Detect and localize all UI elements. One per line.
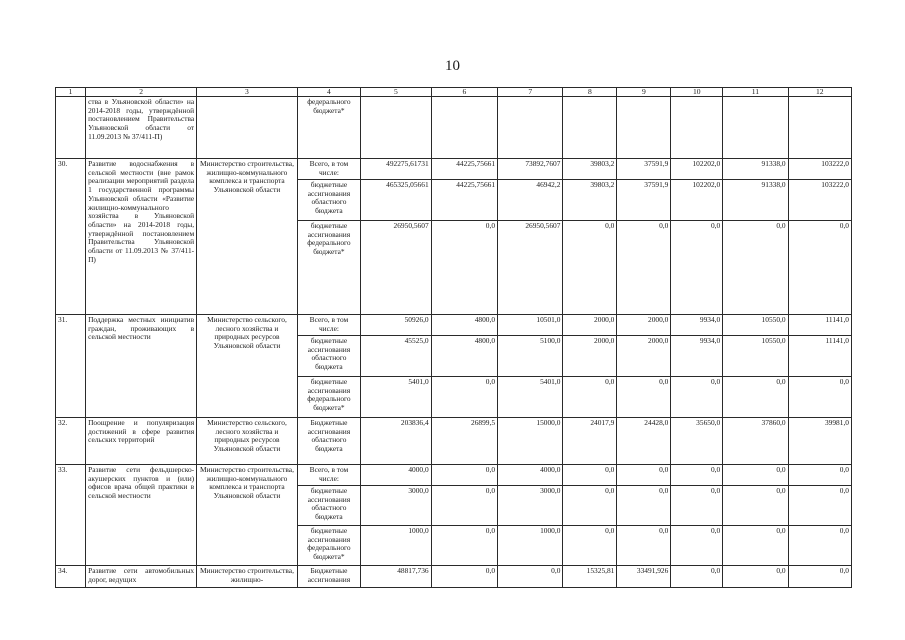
- cell-source: федерального бюджета*: [297, 97, 360, 159]
- cell-value: 492275,61731: [361, 159, 432, 180]
- cell-value: 10550,0: [723, 315, 788, 336]
- cell-value: 2000,0: [563, 315, 617, 336]
- cell-value: 0,0: [431, 526, 497, 566]
- page-number: 10: [445, 58, 460, 74]
- cell-value: 2000,0: [563, 336, 617, 377]
- cell-value: 1000,0: [361, 526, 432, 566]
- cell-value: 24428,0: [617, 418, 671, 465]
- cell-source: Бюджетные ассигнования: [297, 566, 360, 588]
- header-row: [56, 88, 852, 97]
- table-body: [56, 88, 852, 588]
- cell-num: 34.: [56, 566, 86, 588]
- header-cell-10: 10: [671, 88, 723, 97]
- cell-value: 103222,0: [788, 180, 851, 221]
- cell-value: [617, 97, 671, 159]
- cell-value: [723, 97, 788, 159]
- cell-value: 0,0: [431, 566, 497, 588]
- cell-value: 0,0: [617, 486, 671, 526]
- cell-value: 0,0: [788, 377, 851, 418]
- cell-value: 0,0: [431, 486, 497, 526]
- header-cell-5: 5: [361, 88, 432, 97]
- cell-value: 37591,9: [617, 180, 671, 221]
- header-cell-11: 11: [723, 88, 788, 97]
- cell-value: 46942,2: [498, 180, 563, 221]
- cell-num: 33.: [56, 465, 86, 566]
- cell-source: бюджетные ассигнования областного бюджета: [297, 336, 360, 377]
- cell-value: 0,0: [431, 465, 497, 486]
- table-row: [56, 465, 852, 486]
- cell-value: 39981,0: [788, 418, 851, 465]
- table-row: [56, 159, 852, 180]
- cell-value: 10550,0: [723, 336, 788, 377]
- cell-value: 1000,0: [498, 526, 563, 566]
- cell-value: 39803,2: [563, 159, 617, 180]
- cell-value: 0,0: [617, 526, 671, 566]
- cell-value: 0,0: [431, 377, 497, 418]
- cell-value: 0,0: [671, 486, 723, 526]
- cell-value: 11141,0: [788, 315, 851, 336]
- cell-value: 48817,736: [361, 566, 432, 588]
- cell-value: 0,0: [617, 221, 671, 315]
- cell-value: 45525,0: [361, 336, 432, 377]
- table-row: [56, 97, 852, 159]
- cell-num: 31.: [56, 315, 86, 418]
- cell-value: 39803,2: [563, 180, 617, 221]
- cell-source: бюджетные ассигнования областного бюджета: [297, 486, 360, 526]
- cell-value: 4000,0: [498, 465, 563, 486]
- cell-program: Развитие водоснабжения в сельской местности (вне рамок реализации мероприятий раздела 1 государственной программы Ульяновской области «Развитие жилищно-коммунального хозяйства в Ульяновской области» на 2014-2018 годы, утверждённой постановлением Правительства Ульяновской области от 11.09.2013 № 37/411-П): [86, 159, 197, 315]
- table-row: [56, 315, 852, 336]
- cell-value: 4000,0: [361, 465, 432, 486]
- cell-value: 0,0: [788, 465, 851, 486]
- header-cell-8: 8: [563, 88, 617, 97]
- cell-value: 0,0: [788, 221, 851, 315]
- header-cell-2: 2: [86, 88, 197, 97]
- cell-value: 9934,0: [671, 315, 723, 336]
- cell-value: 91338,0: [723, 180, 788, 221]
- cell-value: 26950,5607: [498, 221, 563, 315]
- cell-executor: Министерство строительства, жилищно-коммунального комплекса и транспорта Ульяновской области: [197, 159, 298, 315]
- cell-value: 0,0: [563, 526, 617, 566]
- header-cell-4: 4: [297, 88, 360, 97]
- header-cell-3: 3: [197, 88, 298, 97]
- cell-value: 102202,0: [671, 159, 723, 180]
- cell-value: 102202,0: [671, 180, 723, 221]
- cell-executor: Министерство сельского, лесного хозяйства и природных ресурсов Ульяновской области: [197, 418, 298, 465]
- cell-value: 15325,81: [563, 566, 617, 588]
- cell-value: 0,0: [723, 526, 788, 566]
- cell-value: 2000,0: [617, 336, 671, 377]
- cell-source: Всего, в том числе:: [297, 465, 360, 486]
- cell-value: 0,0: [498, 566, 563, 588]
- cell-value: [361, 97, 432, 159]
- cell-value: 0,0: [671, 526, 723, 566]
- cell-program: Поощрение и популяризация достижений в сфере развития сельских территорий: [86, 418, 197, 465]
- cell-value: 0,0: [723, 221, 788, 315]
- header-cell-7: 7: [498, 88, 563, 97]
- cell-value: 5100,0: [498, 336, 563, 377]
- cell-value: 103222,0: [788, 159, 851, 180]
- cell-program: ства в Ульяновской области» на 2014-2018 годы, утверждённой постановлением Правительства Ульяновской области от 11.09.2013 № 37/411-П): [86, 97, 197, 159]
- cell-source: бюджетные ассигнования федерального бюджета*: [297, 377, 360, 418]
- cell-value: 50926,0: [361, 315, 432, 336]
- cell-value: 0,0: [788, 526, 851, 566]
- header-cell-9: 9: [617, 88, 671, 97]
- header-cell-1: 1: [56, 88, 86, 97]
- table-row: [56, 566, 852, 588]
- cell-value: [788, 97, 851, 159]
- cell-value: 26950,5607: [361, 221, 432, 315]
- cell-executor: Министерство сельского, лесного хозяйства и природных ресурсов Ульяновской области: [197, 315, 298, 418]
- cell-executor: Министерство строительства, жилищно-коммунального комплекса и транспорта Ульяновской области: [197, 465, 298, 566]
- cell-num: 30.: [56, 159, 86, 315]
- cell-value: 0,0: [431, 221, 497, 315]
- cell-source: бюджетные ассигнования федерального бюджета*: [297, 526, 360, 566]
- cell-value: 4800,0: [431, 315, 497, 336]
- cell-value: 0,0: [723, 566, 788, 588]
- cell-value: 15000,0: [498, 418, 563, 465]
- cell-value: [563, 97, 617, 159]
- cell-value: [671, 97, 723, 159]
- cell-value: 73892,7607: [498, 159, 563, 180]
- cell-value: [431, 97, 497, 159]
- cell-value: 35650,0: [671, 418, 723, 465]
- cell-program: Развитие сети фельдшерско-акушерских пунктов и (или) офисов врача общей практики в сельской местности: [86, 465, 197, 566]
- cell-value: 33491,926: [617, 566, 671, 588]
- budget-table: [55, 87, 852, 588]
- cell-value: 4800,0: [431, 336, 497, 377]
- cell-value: 37860,0: [723, 418, 788, 465]
- cell-value: 9934,0: [671, 336, 723, 377]
- cell-executor: Министерство строительства, жилищно-: [197, 566, 298, 588]
- cell-value: 3000,0: [361, 486, 432, 526]
- cell-value: 91338,0: [723, 159, 788, 180]
- cell-source: Всего, в том числе:: [297, 159, 360, 180]
- cell-num: [56, 97, 86, 159]
- cell-value: 37591,9: [617, 159, 671, 180]
- cell-source: бюджетные ассигнования областного бюджета: [297, 180, 360, 221]
- header-cell-6: 6: [431, 88, 497, 97]
- cell-program: Поддержка местных инициатив граждан, проживающих в сельской местности: [86, 315, 197, 418]
- header-cell-12: 12: [788, 88, 851, 97]
- cell-value: 44225,75661: [431, 159, 497, 180]
- cell-value: 0,0: [723, 486, 788, 526]
- cell-value: 0,0: [563, 465, 617, 486]
- cell-value: 10501,0: [498, 315, 563, 336]
- cell-value: 26899,5: [431, 418, 497, 465]
- cell-value: 0,0: [723, 465, 788, 486]
- cell-num: 32.: [56, 418, 86, 465]
- cell-value: 2000,0: [617, 315, 671, 336]
- cell-value: 0,0: [788, 486, 851, 526]
- cell-value: 0,0: [563, 486, 617, 526]
- cell-value: 5401,0: [361, 377, 432, 418]
- cell-value: 0,0: [617, 465, 671, 486]
- cell-value: [498, 97, 563, 159]
- cell-source: Всего, в том числе:: [297, 315, 360, 336]
- cell-value: 0,0: [671, 465, 723, 486]
- cell-value: 0,0: [671, 377, 723, 418]
- cell-value: 0,0: [723, 377, 788, 418]
- cell-program: Развитие сети автомобильных дорог, ведущих: [86, 566, 197, 588]
- cell-value: 11141,0: [788, 336, 851, 377]
- cell-source: бюджетные ассигнования федерального бюджета*: [297, 221, 360, 315]
- cell-value: 203836,4: [361, 418, 432, 465]
- cell-value: 0,0: [671, 566, 723, 588]
- cell-value: 0,0: [563, 377, 617, 418]
- cell-value: 3000,0: [498, 486, 563, 526]
- cell-value: 24017,9: [563, 418, 617, 465]
- cell-value: 0,0: [671, 221, 723, 315]
- cell-value: 0,0: [788, 566, 851, 588]
- cell-executor: [197, 97, 298, 159]
- cell-value: 44225,75661: [431, 180, 497, 221]
- cell-value: 0,0: [563, 221, 617, 315]
- cell-value: 465325,05661: [361, 180, 432, 221]
- table-row: [56, 418, 852, 465]
- cell-value: 5401,0: [498, 377, 563, 418]
- cell-value: 0,0: [617, 377, 671, 418]
- cell-source: Бюджетные ассигнования областного бюджета: [297, 418, 360, 465]
